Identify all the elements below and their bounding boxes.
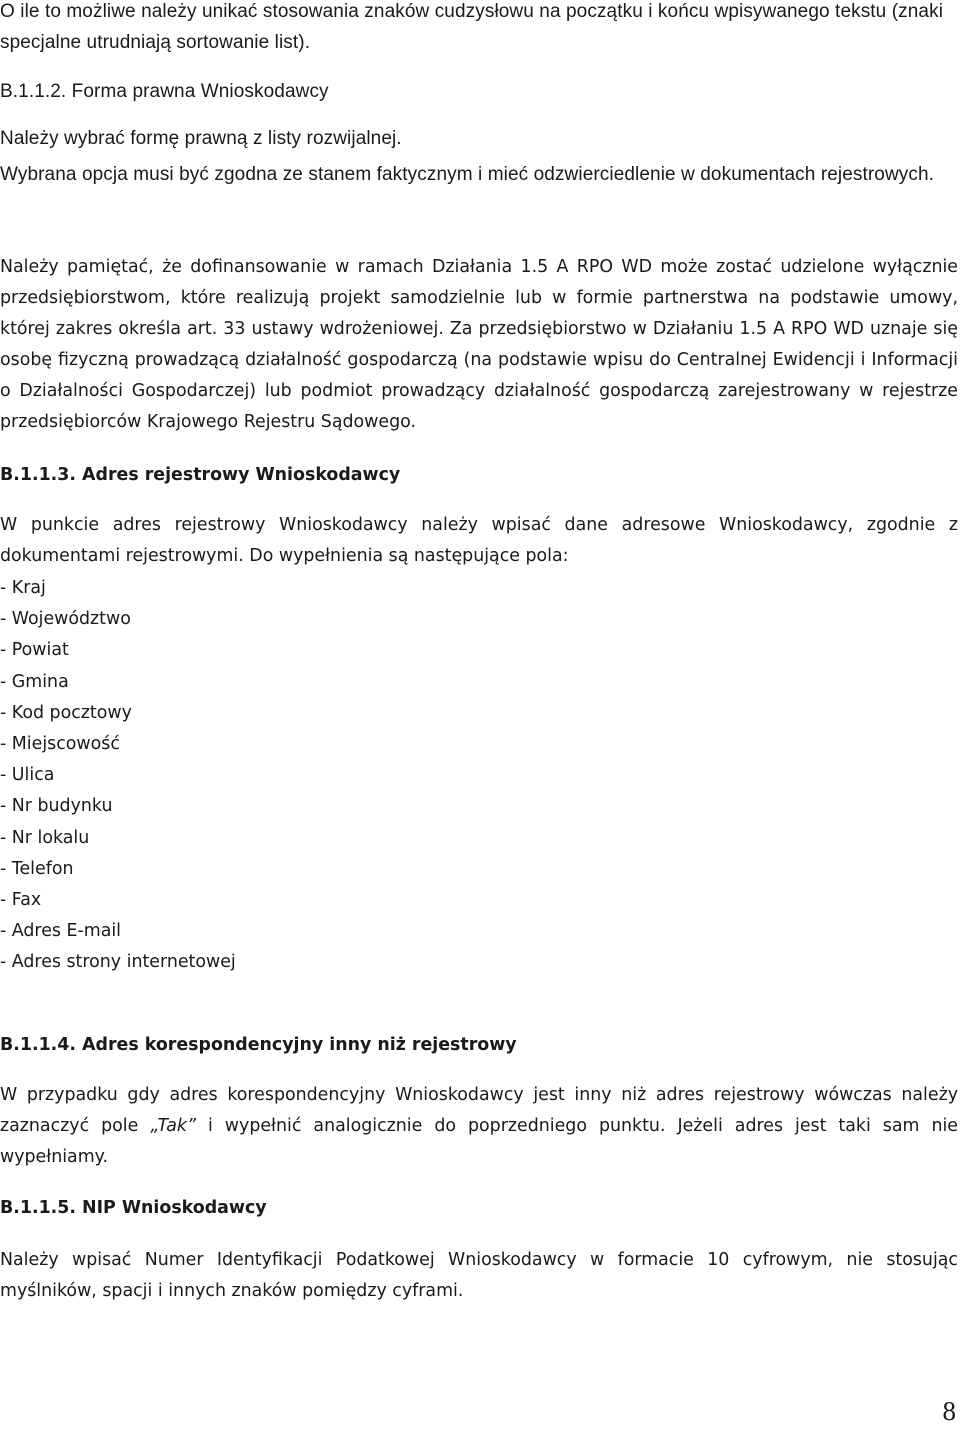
list-item: - Miejscowość [0, 734, 120, 755]
list-item: - Gmina [0, 671, 69, 692]
list-item: - Fax [0, 890, 42, 911]
paragraph-text: i wypełnić analogicznie do poprzedniego punktu. Jeżeli adres jest taki sam nie wypełniamy. [0, 1116, 958, 1167]
list-item: - Województwo [0, 609, 131, 630]
list-item: - Nr lokalu [0, 827, 90, 848]
forma-prawna-paragraph-3: Należy pamiętać, że dofinansowanie w ramach Działania 1.5 A RPO WD może zostać udzielone wyłącznie przedsiębiorstwom, które realizują projekt samodzielnie lub w formie partnerstwa na podstawie umowy, której zakres określa art. 33 ustawy wdrożeniowej. Za przedsiębiorstwo w Działaniu 1.5 A RPO WD uznaje się osobę fizyczną prowadzącą działalność gospodarczą (na podstawie wpisu do Centralnej Ewidencji i Informacji o Działalności Gospodarczej) lub podmiot prowadzący działalność gospodarczą zarejestrowany w rejestrze przedsiębiorców Krajowego Rejestru Sądowego. [0, 257, 958, 432]
address-fields-list [0, 573, 958, 979]
section-heading-adres-korespondencyjny: B.1.1.4. Adres korespondencyjny inny niż rejestrowy [0, 1035, 517, 1055]
section-heading-adres-rejestrowy: B.1.1.3. Adres rejestrowy Wnioskodawcy [0, 465, 401, 485]
list-item: - Kod pocztowy [0, 702, 132, 723]
list-item: - Ulica [0, 765, 55, 786]
list-item: - Telefon [0, 858, 74, 879]
tak-option-label: „Tak” [150, 1116, 196, 1136]
forma-prawna-paragraph-2: Wybrana opcja musi być zgodna ze stanem faktycznym i mieć odzwierciedlenie w dokumentach rejestrowych. [0, 164, 935, 185]
list-item: - Powiat [0, 640, 69, 661]
list-item: - Kraj [0, 578, 46, 598]
list-item: - Adres E-mail [0, 921, 122, 942]
adres-rejestrowy-paragraph: W punkcie adres rejestrowy Wnioskodawcy należy wpisać dane adresowe Wnioskodawcy, zgodnie z dokumentami rejestrowymi. Do wypełnienia są następujące pola: [0, 515, 958, 566]
page-number: 8 [942, 1396, 956, 1426]
paragraph-text: W przypadku gdy adres korespondencyjny Wnioskodawcy jest inny niż adres rejestrowy wówczas należy zaznaczyć pole [0, 1085, 958, 1136]
forma-prawna-paragraph-1: Należy wybrać formę prawną z listy rozwijalnej. [0, 128, 402, 149]
intro-paragraph: O ile to możliwe należy unikać stosowania znaków cudzysłowu na początku i końcu wpisywanego tekstu (znaki specjalne utrudniają sortowanie list). [0, 1, 944, 53]
section-heading-forma-prawna: B.1.1.2. Forma prawna Wnioskodawcy [0, 81, 329, 102]
list-item: - Adres strony internetowej [0, 952, 236, 973]
list-item: - Nr budynku [0, 796, 113, 817]
nip-paragraph: Należy wpisać Numer Identyfikacji Podatkowej Wnioskodawcy w formacie 10 cyfrowym, nie stosując myślników, spacji i innych znaków pomiędzy cyframi. [0, 1250, 958, 1301]
adres-korespondencyjny-paragraph [0, 1080, 958, 1173]
section-heading-nip: B.1.1.5. NIP Wnioskodawcy [0, 1198, 267, 1218]
